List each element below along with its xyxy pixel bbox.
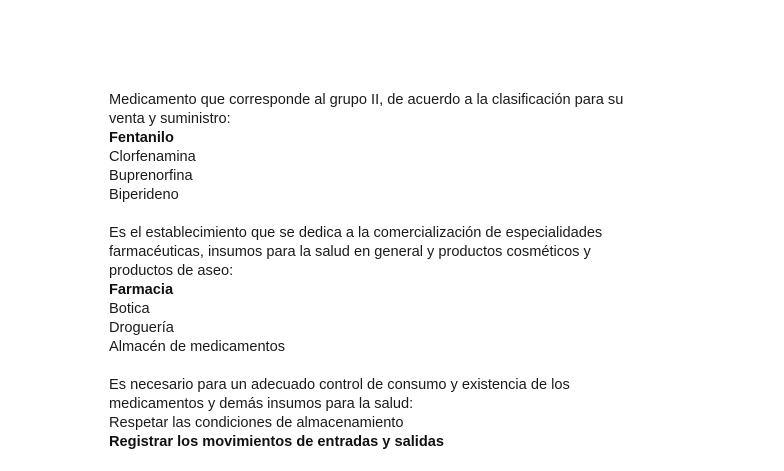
question-1-option-2: Clorfenamina: [109, 149, 196, 165]
question-1-option-3: Buprenorfina: [109, 168, 193, 184]
question-2-option-2: Botica: [109, 301, 150, 317]
question-1-prompt-line-1: Medicamento que corresponde al grupo II, de acuerdo a la clasificación para su: [109, 92, 624, 108]
question-3-option-2-answer: Registrar los movimientos de entradas y salidas: [109, 434, 444, 450]
document-body: [109, 91, 669, 471]
question-2-prompt-line-3: productos de aseo:: [109, 263, 234, 279]
question-3-prompt-line-2: medicamentos y demás insumos para la salud:: [109, 396, 414, 412]
question-2-prompt-line-2: farmacéuticas, insumos para la salud en general y productos cosméticos y: [109, 244, 591, 260]
question-2: [109, 224, 669, 357]
question-2-option-4: Almacén de medicamentos: [109, 339, 286, 355]
question-3: [109, 376, 669, 452]
question-1: [109, 91, 669, 205]
question-2-prompt-line-1: Es el establecimiento que se dedica a la comercialización de especialidades: [109, 225, 603, 241]
question-1-prompt-line-2: venta y suministro:: [109, 111, 231, 127]
question-3-option-1: Respetar las condiciones de almacenamiento: [109, 415, 404, 431]
question-1-option-4: Biperideno: [109, 187, 179, 203]
question-2-option-1-answer: Farmacia: [109, 282, 174, 298]
question-2-option-3: Droguería: [109, 320, 174, 336]
question-3-prompt-line-1: Es necesario para un adecuado control de consumo y existencia de los: [109, 377, 570, 393]
question-1-option-1-answer: Fentanilo: [109, 130, 174, 146]
